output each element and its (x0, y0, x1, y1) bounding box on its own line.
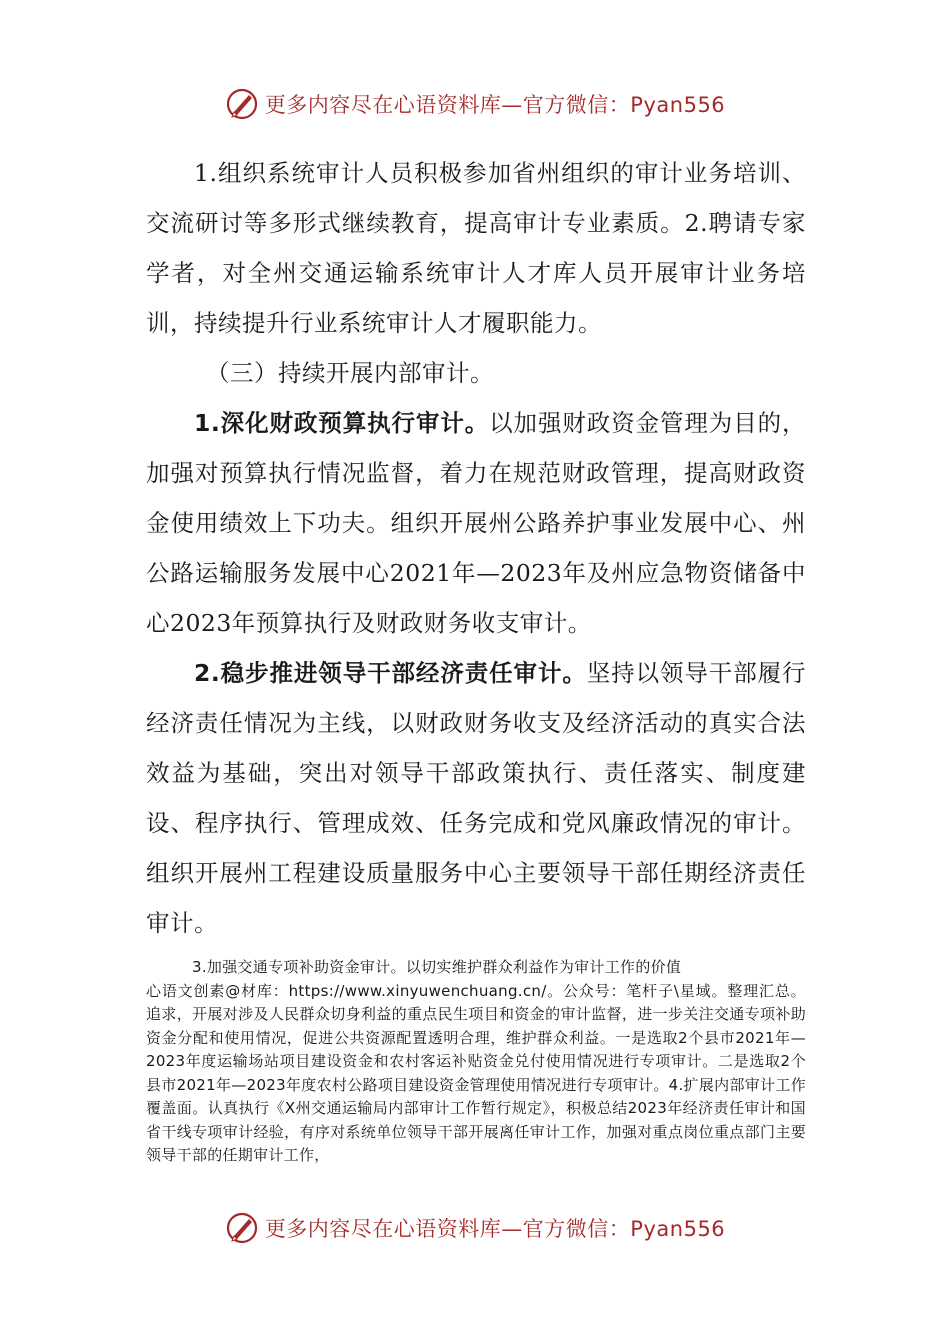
item-body-budget: 以加强财政资金管理为目的，加强对预算执行情况监督，着力在规范财政管理，提高财政资金使用绩效上下功夫。组织开展州公路养护事业发展中心、州公路运输服务发展中心2021年—2023年及州应急物资储备中心2023年预算执行及财政财务收支审计。 (146, 409, 806, 637)
document-body (146, 148, 806, 1168)
item-body-economic: 坚持以领导干部履行经济责任情况为主线，以财政财务收支及经济活动的真实合法效益为基础，突出对领导干部政策执行、责任落实、制度建设、程序执行、管理成效、任务完成和党风廉政情况的审计。组织开展州工程建设质量服务中心主要领导干部任期经济责任审计。 (146, 659, 807, 937)
item-heading-economic: 2.稳步推进领导干部经济责任审计。 (194, 659, 587, 687)
watermark-text: 更多内容尽在心语资料库—官方微信：Pyan556 (264, 93, 726, 117)
small-paragraph-body: 心语文创素@材库：https://www.xinyuwenchuang.cn/。公众号：笔杆子\星域。整理汇总。追求，开展对涉及人民群众切身利益的重点民生项目和资金的审计监督，进一步关注交通专项补助资金分配和使用情况，促进公共资源配置透明合理，维护群众利益。一是选取2个县市2021年—2023年度运输场站项目建设资金和农村客运补贴资金兑付使用情况进行专项审计。二是选取2个县市2021年—2023年度农村公路项目建设资金管理使用情况进行专项审计。4.扩展内部审计工作覆盖面。认真执行《X州交通运输局内部审计工作暂行规定》，积极总结2023年经济责任审计和国省干线专项审计经验，有序对系统单位领导干部开展离任审计工作，加强对重点岗位重点部门主要领导干部的任期审计工作， (146, 981, 806, 1164)
paragraph-training: 1.组织系统审计人员积极参加省州组织的审计业务培训、交流研讨等多形式继续教育，提高审计专业素质。2.聘请专家学者，对全州交通运输系统审计人才库人员开展审计业务培训，持续提升行业系统审计人才履职能力。 (146, 159, 806, 337)
paragraph-economic-responsibility (146, 648, 806, 948)
header-watermark-banner (0, 84, 950, 124)
pen-logo-icon (225, 1211, 259, 1245)
paragraph-budget-audit (146, 398, 806, 648)
section-heading-internal-audit: （三）持续开展内部审计。 (206, 359, 494, 387)
item-heading-budget: 1.深化财政预算执行审计。 (194, 409, 490, 437)
watermark-text: 更多内容尽在心语资料库—官方微信：Pyan556 (264, 1217, 726, 1241)
pen-logo-icon (225, 87, 259, 121)
footer-watermark-banner (0, 1208, 950, 1248)
small-paragraph-line1: 3.加强交通专项补助资金审计。以切实维护群众利益作为审计工作的价值 (192, 958, 682, 976)
